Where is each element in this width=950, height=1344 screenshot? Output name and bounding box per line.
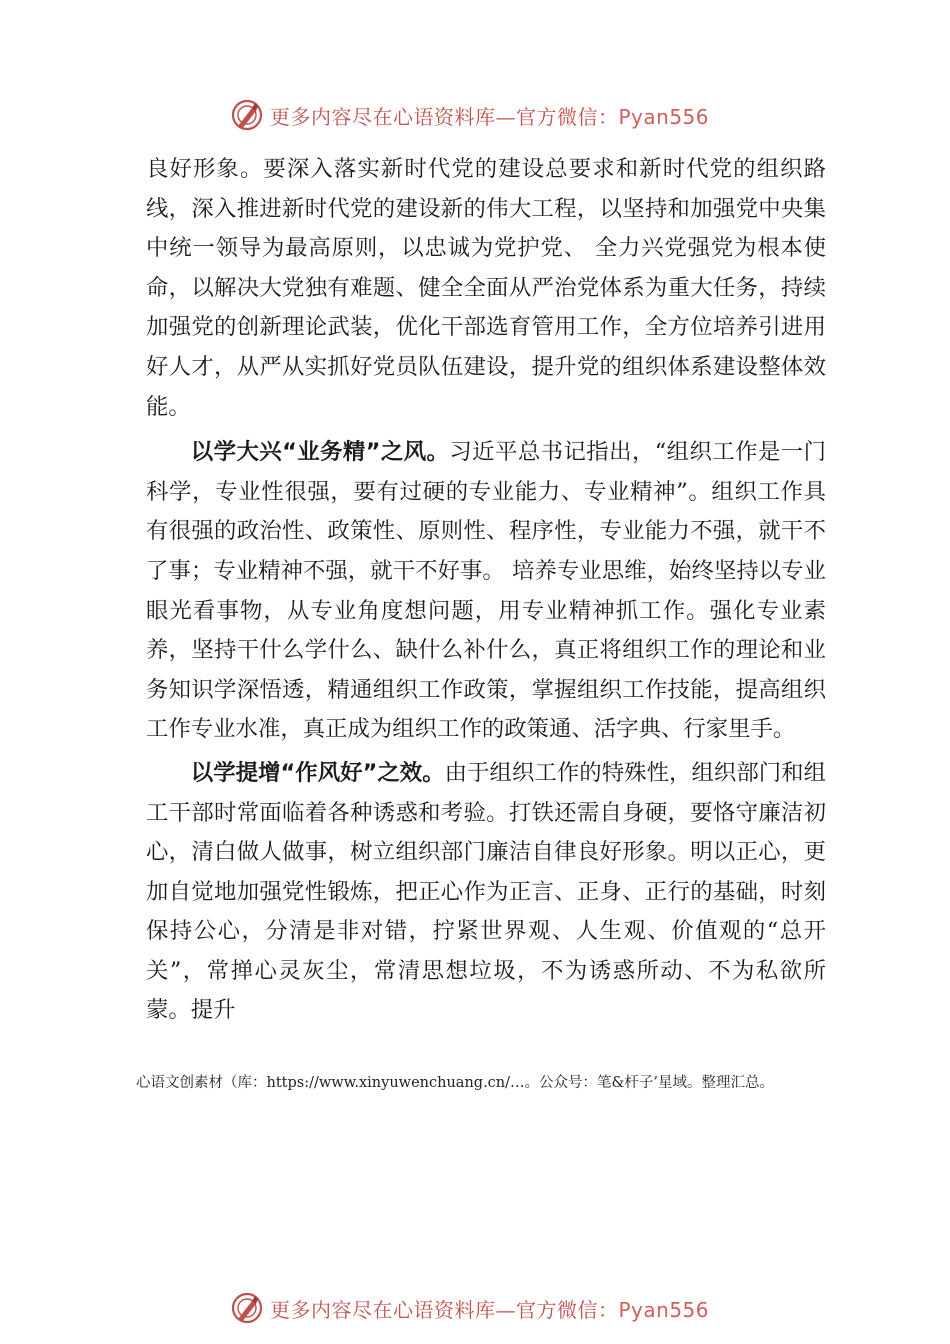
paragraph-1 [146, 150, 826, 427]
footer-banner [230, 1288, 709, 1328]
paragraph-3 [146, 754, 826, 1031]
document-body [146, 150, 826, 1031]
pen-logo-icon [230, 1291, 264, 1325]
banner-separator: — [495, 104, 516, 129]
pen-logo-icon [230, 98, 264, 132]
banner-title: 更多内容尽在心语资料库 [270, 104, 496, 129]
paragraph-3-lead: 以学提增“作风好”之效。 [190, 759, 445, 786]
paragraph-2-text: 习近平总书记指出，“组织工作是一门科学，专业性很强，要有过硬的专业能力、专业精神”。组织工作具有很强的政治性、政策性、原则性、程序性，专业能力不强，就干不了事；专业精神不强，就干不好事。 培养专业思维，始终坚持以专业眼光看事物，从专业角度想问题，用专业精神抓工作。强化专业素养，坚持干什么学什么、缺什么补什么，真正将组织工作的理论和业务知识学深悟透，精通组织工作政策，掌握组织工作技能，提高组织工作专业水准，真正成为组织工作的政策通、活字典、行家里手。 [146, 439, 827, 743]
banner-contact-id: Pyan556 [618, 104, 710, 129]
banner-text [270, 1294, 709, 1323]
paragraph-2 [146, 433, 826, 750]
paragraph-3-text: 由于组织工作的特殊性，组织部门和组工干部时常面临着各种诱惑和考验。打铁还需自身硬，要恪守廉洁初心，清白做人做事，树立组织部门廉洁自律良好形象。明以正心，更加自觉地加强党性锻炼，把正心作为正言、正身、正行的基础，时刻保持公心，分清是非对错，拧紧世界观、人生观、价值观的“总开关”，常掸心灵灰尘，常清思想垃圾，不为诱惑所动、不为私欲所蒙。提升 [146, 759, 827, 1024]
banner-title: 更多内容尽在心语资料库 [270, 1297, 496, 1322]
banner-text [270, 101, 709, 130]
paragraph-2-lead: 以学大兴“业务精”之风。 [190, 439, 450, 466]
header-banner [230, 95, 709, 135]
paragraph-1-text: 良好形象。要深入落实新时代党的建设总要求和新时代党的组织路线，深入推进新时代党的建设新的伟大工程，以坚持和加强党中央集中统一领导为最高原则，以忠诚为党护党、 全力兴党强党为根本使命，以解决大党独有难题、健全全面从严治党体系为重大任务，持续加强党的创新理论武装，优化干部选育管用工作，全方位培养引进用好人才，从严从实抓好党员队伍建设，提升党的组织体系建设整体效能。 [146, 156, 826, 420]
footer-note: 心语文创素材（库：https://www.xinyuwenchuang.cn/…。公众号：笔&杆子’星域。整理汇总。 [136, 1075, 775, 1091]
banner-contact-label: 官方微信： [516, 1297, 619, 1322]
banner-separator: — [495, 1297, 516, 1322]
banner-contact-id: Pyan556 [618, 1297, 710, 1322]
banner-contact-label: 官方微信： [516, 104, 619, 129]
